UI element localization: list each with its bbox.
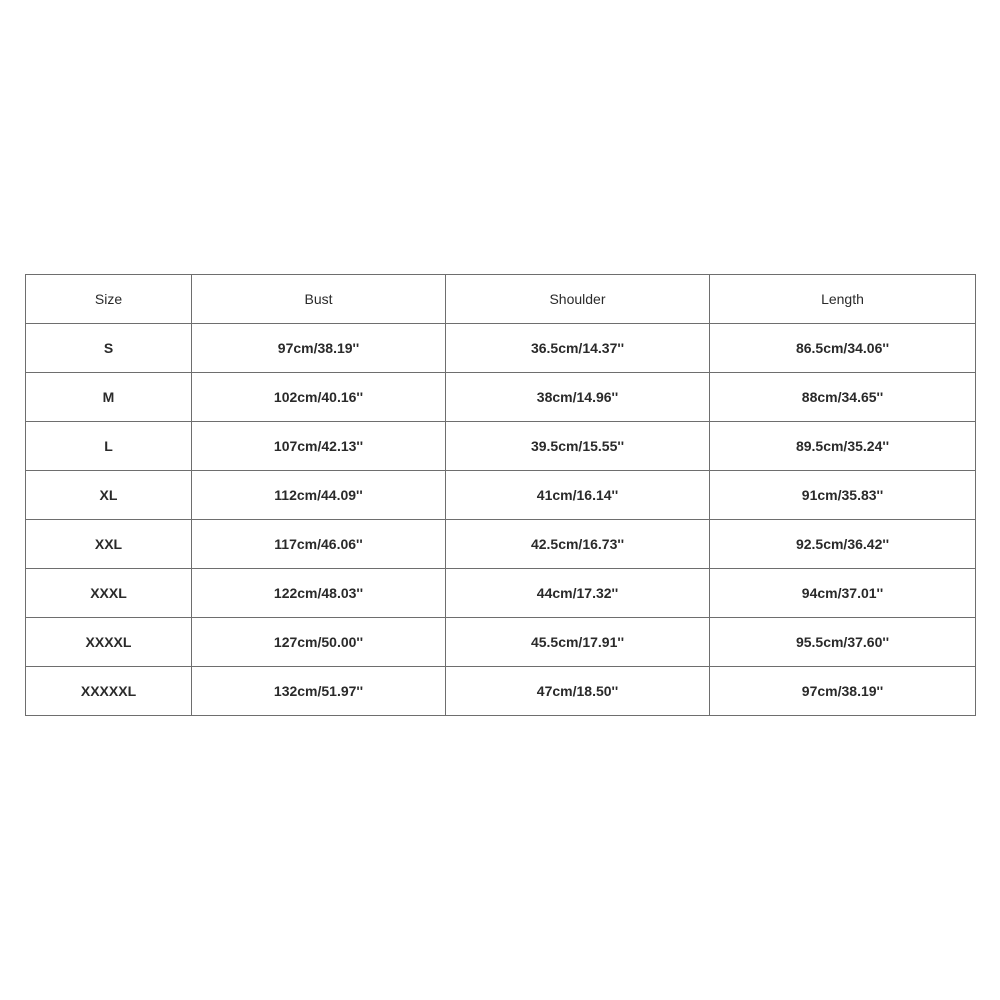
table-row	[26, 422, 976, 471]
header-length: Length	[710, 275, 976, 324]
cell-bust: 117cm/46.06''	[192, 520, 446, 569]
cell-shoulder: 45.5cm/17.91''	[446, 618, 710, 667]
cell-length: 88cm/34.65''	[710, 373, 976, 422]
cell-shoulder: 39.5cm/15.55''	[446, 422, 710, 471]
cell-size: L	[26, 422, 192, 471]
header-row	[26, 275, 976, 324]
cell-shoulder: 44cm/17.32''	[446, 569, 710, 618]
cell-size: XXXXXL	[26, 667, 192, 716]
cell-size: XL	[26, 471, 192, 520]
cell-bust: 122cm/48.03''	[192, 569, 446, 618]
cell-length: 89.5cm/35.24''	[710, 422, 976, 471]
header-shoulder: Shoulder	[446, 275, 710, 324]
cell-bust: 127cm/50.00''	[192, 618, 446, 667]
table-row	[26, 667, 976, 716]
cell-bust: 132cm/51.97''	[192, 667, 446, 716]
cell-size: S	[26, 324, 192, 373]
cell-length: 92.5cm/36.42''	[710, 520, 976, 569]
size-chart-body	[26, 324, 976, 716]
cell-shoulder: 47cm/18.50''	[446, 667, 710, 716]
table-row	[26, 569, 976, 618]
header-size: Size	[26, 275, 192, 324]
cell-bust: 107cm/42.13''	[192, 422, 446, 471]
table-row	[26, 471, 976, 520]
size-chart-table	[25, 274, 976, 716]
cell-length: 86.5cm/34.06''	[710, 324, 976, 373]
cell-size: XXXL	[26, 569, 192, 618]
cell-length: 91cm/35.83''	[710, 471, 976, 520]
cell-size: XXL	[26, 520, 192, 569]
table-row	[26, 373, 976, 422]
cell-size: XXXXL	[26, 618, 192, 667]
cell-length: 95.5cm/37.60''	[710, 618, 976, 667]
cell-length: 94cm/37.01''	[710, 569, 976, 618]
size-chart-header	[26, 275, 976, 324]
cell-shoulder: 38cm/14.96''	[446, 373, 710, 422]
cell-bust: 112cm/44.09''	[192, 471, 446, 520]
cell-shoulder: 42.5cm/16.73''	[446, 520, 710, 569]
cell-bust: 97cm/38.19''	[192, 324, 446, 373]
cell-length: 97cm/38.19''	[710, 667, 976, 716]
header-bust: Bust	[192, 275, 446, 324]
cell-shoulder: 36.5cm/14.37''	[446, 324, 710, 373]
table-row	[26, 618, 976, 667]
table-row	[26, 324, 976, 373]
cell-shoulder: 41cm/16.14''	[446, 471, 710, 520]
cell-bust: 102cm/40.16''	[192, 373, 446, 422]
cell-size: M	[26, 373, 192, 422]
table-row	[26, 520, 976, 569]
